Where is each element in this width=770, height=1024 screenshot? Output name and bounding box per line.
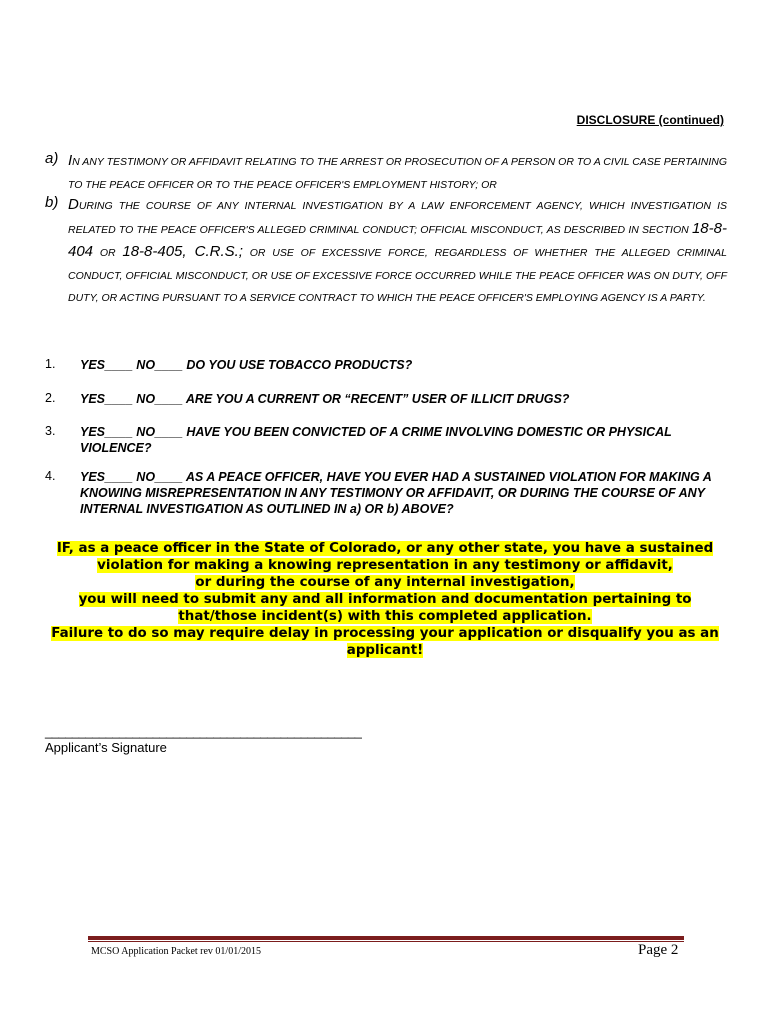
question-2 [45,391,735,407]
question-4 [45,469,735,517]
notice-line: violation for making a knowing representation in any testimony or affidavit, [97,558,673,573]
footer-revision: MCSO Application Packet rev 01/01/2015 [91,946,261,957]
notice-line: Failure to do so may require delay in processing your application or disqualify you as an [51,626,719,641]
question-1 [45,357,735,373]
notice-line: or during the course of any internal investigation, [195,575,575,590]
question-number: 2. [45,391,56,405]
question-text: YES____ NO____ DO YOU USE TOBACCO PRODUCTS? [80,358,413,372]
notice-line: you will need to submit any and all information and documentation pertaining to [78,592,692,607]
clause-text: DURING THE COURSE OF ANY INTERNAL INVESTIGATION BY A LAW ENFORCEMENT AGENCY, WHICH INVESTIGATION IS RELATED TO THE PEACE OFFICER'S ALLEGED CRIMINAL CONDUCT; OFFICIAL MISCONDUCT, AS DESCRIBED IN SECTION 18-8-404 OR 18-8-405, C.R.S.; OR USE OF EXCESSIVE FORCE, REGARDLESS OF WHETHER THE ALLEGED CRIMINAL CONDUCT, OFFICIAL MISCONDUCT, OR USE OF EXCESSIVE FORCE OCCURRED WHILE THE PEACE OFFICER WAS ON DUTY, OFF DUTY, OR ACTING PURSUANT TO A SERVICE CONTRACT TO WHICH THE PEACE OFFICER'S EMPLOYING AGENCY IS A PARTY. [68,196,727,304]
question-number: 3. [45,424,56,438]
notice-line: applicant! [346,643,424,658]
question-text: YES____ NO____ AS A PEACE OFFICER, HAVE YOU EVER HAD A SUSTAINED VIOLATION FOR MAKING A KNOWING MISREPRESENTATION IN ANY TESTIMONY OR AFFIDAVIT, OR DURING THE COURSE OF ANY INTERNAL INVESTIGATION AS OUTLINED IN a) OR b) ABOVE? [80,470,712,516]
question-number: 1. [45,357,56,371]
footer-rule [88,936,684,940]
notice-line: that/those incident(s) with this completed application. [178,609,592,624]
clause-b [45,194,727,310]
question-number: 4. [45,469,56,483]
signature-line[interactable]: _______________________________________________ [45,724,362,739]
question-3 [45,424,735,456]
question-text: YES____ NO____ HAVE YOU BEEN CONVICTED OF A CRIME INVOLVING DOMESTIC OR PHYSICAL VIOLENCE? [80,425,672,455]
footer-rule-thin [88,941,684,942]
clause-marker: b) [45,194,59,211]
clause-text: IN ANY TESTIMONY OR AFFIDAVIT RELATING TO THE ARREST OR PROSECUTION OF A PERSON OR TO A CIVIL CASE PERTAINING TO THE PEACE OFFICER OR TO THE PEACE OFFICER'S EMPLOYMENT HISTORY; OR [68,152,727,191]
signature-label: Applicant’s Signature [45,740,167,755]
question-text: YES____ NO____ ARE YOU A CURRENT OR “RECENT” USER OF ILLICIT DRUGS? [80,392,570,406]
section-heading: DISCLOSURE (continued) [576,113,724,127]
clause-a [45,150,727,196]
notice-line: IF, as a peace officer in the State of Colorado, or any other state, you have a sustained [56,541,714,556]
clause-marker: a) [45,150,59,167]
highlighted-notice [38,540,732,659]
page-number: Page 2 [638,942,679,958]
